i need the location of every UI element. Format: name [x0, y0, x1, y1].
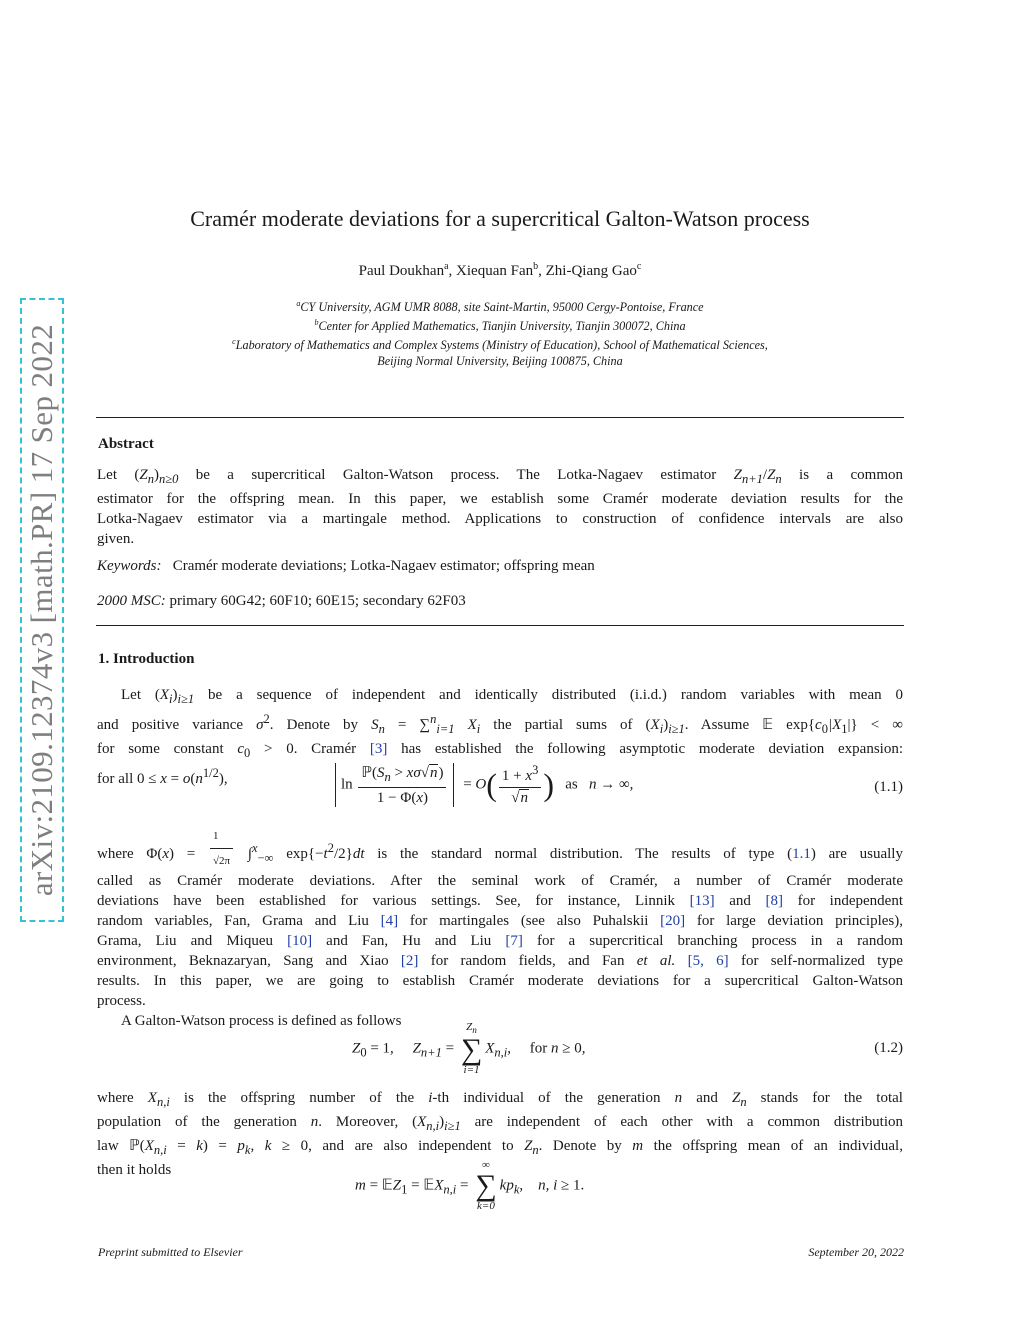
abs-bar: [335, 763, 336, 807]
intro-paragraph-2: [97, 826, 903, 1031]
intro-heading: 1. Introduction: [98, 651, 195, 667]
equation-body: m = 𝔼Z$_1$ = 𝔼X$_{n,i}$ = ∞ ∑ k=0 $kp_k$, n, i ≥ 1.: [355, 1159, 585, 1212]
paper-title: Cramér moderate deviations for a supercritical Galton-Watson process: [190, 206, 810, 231]
citation-link[interactable]: [10]: [287, 933, 313, 949]
author-name: Xiequan Fan: [456, 263, 534, 279]
equation-m-definition: [97, 1160, 903, 1218]
citation-link[interactable]: [2]: [400, 953, 419, 969]
citation-link[interactable]: [8]: [765, 893, 783, 909]
text-line: results. In this paper, we are going to establish Cramér moderate deviations for a supercritical Galton-Watson: [97, 973, 903, 989]
text-line: process.: [97, 993, 146, 1009]
equation-1-1: [97, 763, 903, 817]
text-line: estimator for the offspring mean. In this paper, we establish some Cramér moderate deviation results for the: [97, 491, 903, 507]
fraction: $\frac{ℙ(S_n > x\sigma√n)}{1 - \Phi(x)}$: [358, 763, 446, 807]
citation-link[interactable]: [5, 6]: [687, 953, 729, 969]
abstract-top-rule: [96, 417, 904, 418]
author-name: Zhi-Qiang Gao: [545, 263, 637, 279]
arxiv-identifier-stamp[interactable]: [20, 298, 64, 922]
citation-link[interactable]: [4]: [380, 913, 399, 929]
abs-bar: [453, 763, 454, 807]
text-line: called as Cramér moderate deviations. After the seminal work of Cramér, a number of Cramér moderate: [97, 873, 903, 889]
summation: $Z_n$ ∑ i=1: [460, 1021, 483, 1077]
affil-text: Laboratory of Mathematics and Complex Systems (Ministry of Education), School of Mathematical Sciences,: [235, 338, 768, 353]
equation-number: (1.1): [874, 779, 903, 795]
text-line: for all $0 \le x = o(n^{1/2})$,: [97, 766, 228, 787]
keywords: [97, 556, 903, 576]
text-line: given.: [97, 531, 135, 547]
text-line: deviations have been established for various settings. See, for instance, Linnik [13] and [8] for independent: [97, 893, 903, 909]
affil-text: Center for Applied Mathematics, Tianjin University, Tianjin 300072, China: [318, 319, 686, 334]
equation-number: (1.2): [874, 1040, 903, 1056]
keywords-label: Keywords:: [97, 558, 162, 574]
msc-label: 2000 MSC:: [97, 593, 166, 609]
text-line: where Φ(x) = $\frac{1}{√2\pi}$ ∫$^x_{-\infty}$ $\exp\{-t^2/2\}dt$ is the standard normal distribution. The results of type (1.1) are usually: [97, 826, 903, 871]
arxiv-identifier-text: arXiv:2109.12374v3 [math.PR] 17 Sep 2022: [24, 323, 59, 897]
affiliations: [96, 296, 904, 369]
text-line: Let $(Z_n)_{n\ge 0}$ be a supercritical Galton-Watson process. The Lotka-Nagaev estimator $Z_{n+1}/Z_n$ is a common: [97, 467, 903, 486]
msc-text: primary 60G42; 60F10; 60E15; secondary 62F03: [169, 593, 466, 609]
affiliation-c: [96, 334, 904, 353]
affil-mark: a: [296, 299, 301, 308]
summation: ∞ ∑ k=0: [475, 1159, 497, 1212]
author-name: Paul Doukhan: [358, 263, 445, 279]
abstract-heading: Abstract: [98, 436, 154, 452]
fraction: $\frac{1 + x^3}{√n}$: [499, 763, 541, 807]
affiliation-b: [96, 315, 904, 334]
text-line: Grama, Liu and Miqueu [10] and Fan, Hu and Liu [7] for a supercritical branching process in a random: [97, 933, 903, 949]
affil-mark: b: [314, 318, 319, 328]
text-line: where $X_{n,i}$ is the offspring number of the i-th individual of the generation n and $Z_n$ stands for the total: [97, 1090, 903, 1109]
citation-link[interactable]: [13]: [689, 893, 715, 909]
abstract-bottom-rule: [96, 625, 904, 626]
text-line: Let $(X_i)_{i\ge 1}$ be a sequence of independent and identically distributed (i.i.d.) random variables with mean 0: [121, 687, 903, 706]
text-line: environment, Beknazaryan, Sang and Xiao [2] for random fields, and Fan et al. [5, 6] for self-normalized type: [97, 953, 904, 969]
keywords-text: Cramér moderate deviations; Lotka-Nagaev estimator; offspring mean: [172, 558, 595, 574]
footer-right: September 20, 2022: [808, 1245, 904, 1259]
equation-link[interactable]: 1.1: [792, 846, 811, 862]
equation-body: ln $\frac{ℙ(S_n > x\sigma√n)}{1 - \Phi(x)}$ = O( $\frac{1 + x^3}{√n}$ ) as n → ∞,: [330, 763, 633, 807]
abstract-body: [97, 465, 903, 549]
text-line: and positive variance $\sigma^2$. Denote by $S_n = \sum^n_{i=1}$ $X_i$ the partial sums of $(X_i)_{i\ge 1}$. Assume 𝔼 $\exp\{c_0|X_1|\}$ < ∞: [97, 712, 903, 736]
footer-left: Preprint submitted to Elsevier: [98, 1245, 243, 1259]
citation-link[interactable]: [7]: [505, 933, 523, 949]
msc-classification: [97, 591, 903, 611]
author-affil-mark: a: [444, 261, 449, 272]
text-line: Lotka-Nagaev estimator via a martingale method. Applications to construction of confidence intervals are also: [97, 511, 903, 527]
affiliation-a: [96, 296, 904, 315]
author-affil-mark: c: [636, 261, 642, 272]
equation-1-2: [97, 1018, 903, 1080]
text-line: population of the generation n. Moreover, $(X_{n,i})_{i\ge 1}$ are independent of each other with a common distribution: [97, 1114, 903, 1133]
text-line: A Galton-Watson process is defined as follows: [121, 1013, 402, 1029]
citation-link[interactable]: [3]: [369, 741, 388, 757]
text-line: random variables, Fan, Grama and Liu [4] for martingales (see also Puhalskii [20] for large deviation principles),: [97, 913, 903, 929]
author-list: Paul Doukhan$^a$, Xiequan Fan$^b$, Zhi-Qiang Gao$^c$: [358, 261, 642, 279]
affil-text: CY University, AGM UMR 8088, site Saint-Martin, 95000 Cergy-Pontoise, France: [300, 300, 704, 315]
citation-link[interactable]: [20]: [660, 913, 686, 929]
affiliation-c-cont: Beijing Normal University, Beijing 100875, China: [377, 354, 623, 369]
author-affil-mark: b: [533, 261, 539, 272]
text-line: then it holds: [97, 1162, 172, 1178]
affil-mark: c: [232, 337, 236, 347]
equation-body: $Z_0 = 1$, $Z_{n+1}$ = $Z_n$ ∑ i=1 $X_{n,i}$, for n ≥ 0,: [352, 1021, 586, 1077]
text-line: law $ℙ(X_{n,i} = k) = p_k$, k ≥ 0, and are also independent to $Z_n$. Denote by m the offspring mean of an individual,: [97, 1138, 903, 1157]
text-line: for some constant $c_0 > 0$. Cramér [3] has established the following asymptotic moderate deviation expansion:: [97, 741, 903, 760]
